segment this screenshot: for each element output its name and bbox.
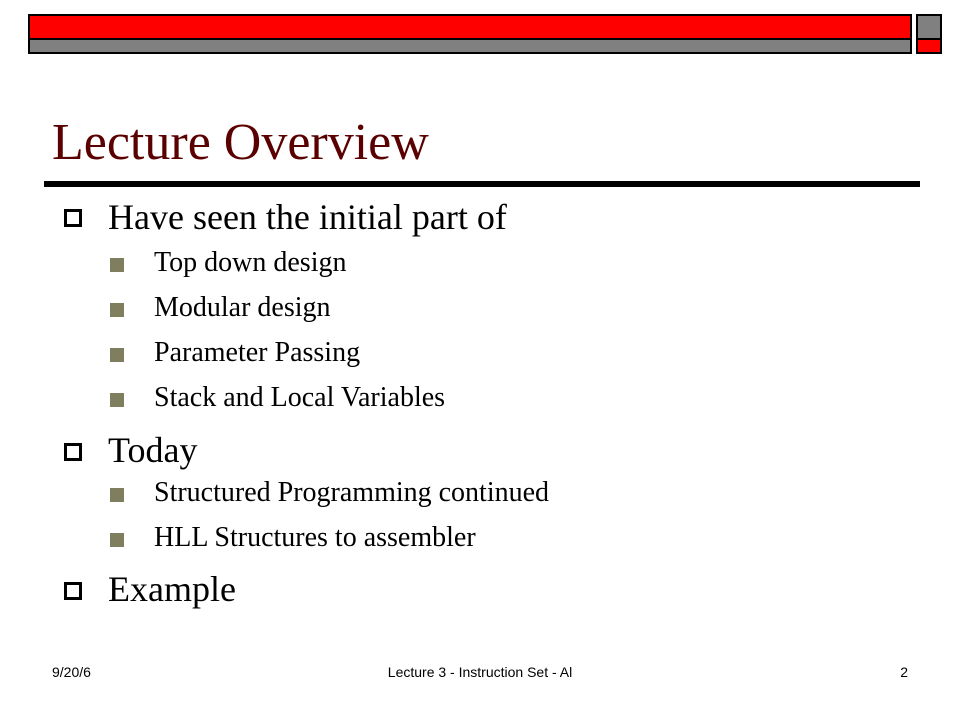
- bullet-1-text: Have seen the initial part of: [108, 197, 507, 237]
- title-underline: [44, 181, 920, 187]
- corner-square-red: [916, 40, 942, 54]
- subitem-2-2: HLL Structures to assembler: [154, 522, 476, 553]
- bullet-3-text: Example: [108, 569, 236, 609]
- square-bullet-icon: [110, 303, 124, 317]
- hollow-square-bullet-icon: [64, 209, 82, 227]
- subitem-1-4: Stack and Local Variables: [154, 382, 446, 413]
- subitem-1-2: Modular design: [154, 292, 331, 323]
- square-bullet-icon: [110, 258, 124, 272]
- corner-square-gray: [916, 14, 942, 40]
- square-bullet-icon: [110, 393, 124, 407]
- square-bullet-icon: [110, 348, 124, 362]
- slide-title: Lecture Overview: [52, 114, 429, 171]
- top-band-gray: [28, 40, 912, 54]
- subitem-1-3: Parameter Passing: [154, 337, 361, 368]
- page-number: 2: [900, 664, 908, 680]
- square-bullet-icon: [110, 533, 124, 547]
- footer-date: 9/20/6: [52, 664, 91, 680]
- footer-title: Lecture 3 - Instruction Set - Al: [387, 664, 573, 680]
- square-bullet-icon: [110, 488, 124, 502]
- bullet-2-text: Today: [108, 430, 198, 470]
- hollow-square-bullet-icon: [64, 582, 82, 600]
- subitem-1-1: Top down design: [154, 247, 347, 278]
- subitem-2-1: Structured Programming continued: [154, 477, 550, 508]
- hollow-square-bullet-icon: [64, 443, 82, 461]
- top-band-red: [28, 14, 912, 40]
